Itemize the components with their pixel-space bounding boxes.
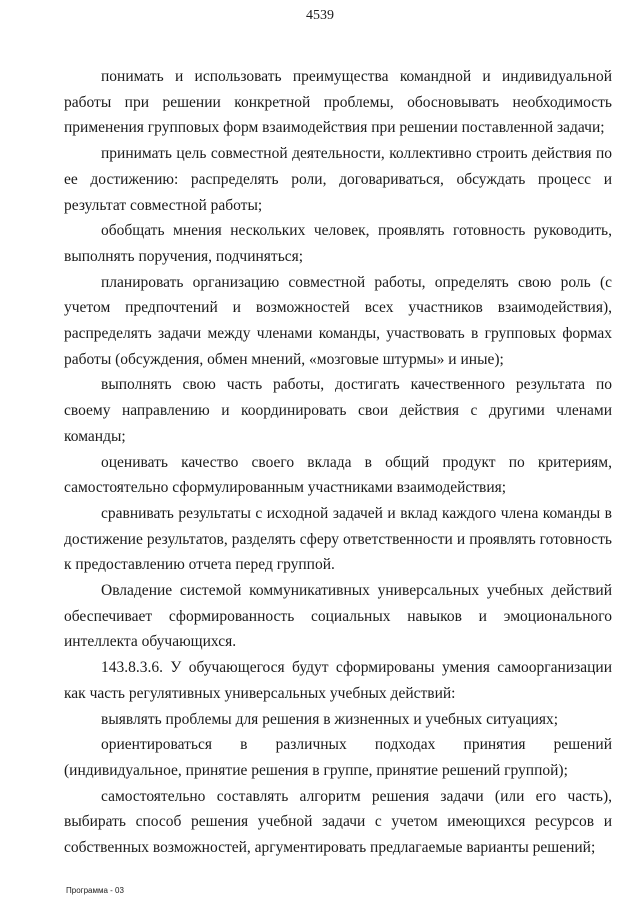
paragraph: Овладение системой коммуникативных универсальных учебных действий обеспечивает сформированность социальных навыков и эмоционального интеллекта обучающихся. — [64, 582, 612, 651]
document-body — [64, 64, 612, 861]
paragraph: выполнять свою часть работы, достигать качественного результата по своему направлению и координировать свои действия с другими членами команды; — [64, 376, 612, 445]
paragraph: выявлять проблемы для решения в жизненных и учебных ситуациях; — [101, 710, 559, 728]
paragraph: оценивать качество своего вклада в общий продукт по критериям, самостоятельно сформулированным участниками взаимодействия; — [64, 453, 612, 497]
footer-label: Программа - 03 — [66, 886, 124, 895]
paragraph: принимать цель совместной деятельности, коллективно строить действия по ее достижению: распределять роли, договариваться, обсуждать процесс и результат совместной работы; — [64, 145, 612, 214]
paragraph: обобщать мнения нескольких человек, проявлять готовность руководить, выполнять поручения, подчиняться; — [64, 222, 612, 265]
paragraph: сравнивать результаты с исходной задачей и вклад каждого члена команды в достижение результатов, разделять сферу ответственности и проявлять готовность к предоставлению отчета перед группой. — [64, 504, 612, 574]
paragraph: самостоятельно составлять алгоритм решения задачи (или его часть), выбирать способ решения учебной задачи с учетом имеющихся ресурсов и собственных возможностей, аргументировать предлагаемые варианты решений; — [64, 787, 612, 857]
paragraph: ориентироваться в различных подходах принятия решений (индивидуальное, принятие решения в группе, принятие решений группой); — [64, 736, 612, 779]
paragraph: 143.8.3.6. У обучающегося будут сформированы умения самоорганизации как часть регулятивных универсальных учебных действий: — [64, 659, 612, 702]
paragraph: понимать и использовать преимущества командной и индивидуальной работы при решении конкретной проблемы, обосновывать необходимость применения групповых форм взаимодействия при решении поставленной задачи; — [64, 68, 612, 137]
paragraph: планировать организацию совместной работы, определять свою роль (с учетом предпочтений и возможностей всех участников взаимодействия), распределять задачи между членами команды, участвовать в групповых формах работы (обсуждения, обмен мнений, «мозговые штурмы» и иные); — [64, 273, 612, 368]
page-number: 4539 — [306, 8, 334, 23]
